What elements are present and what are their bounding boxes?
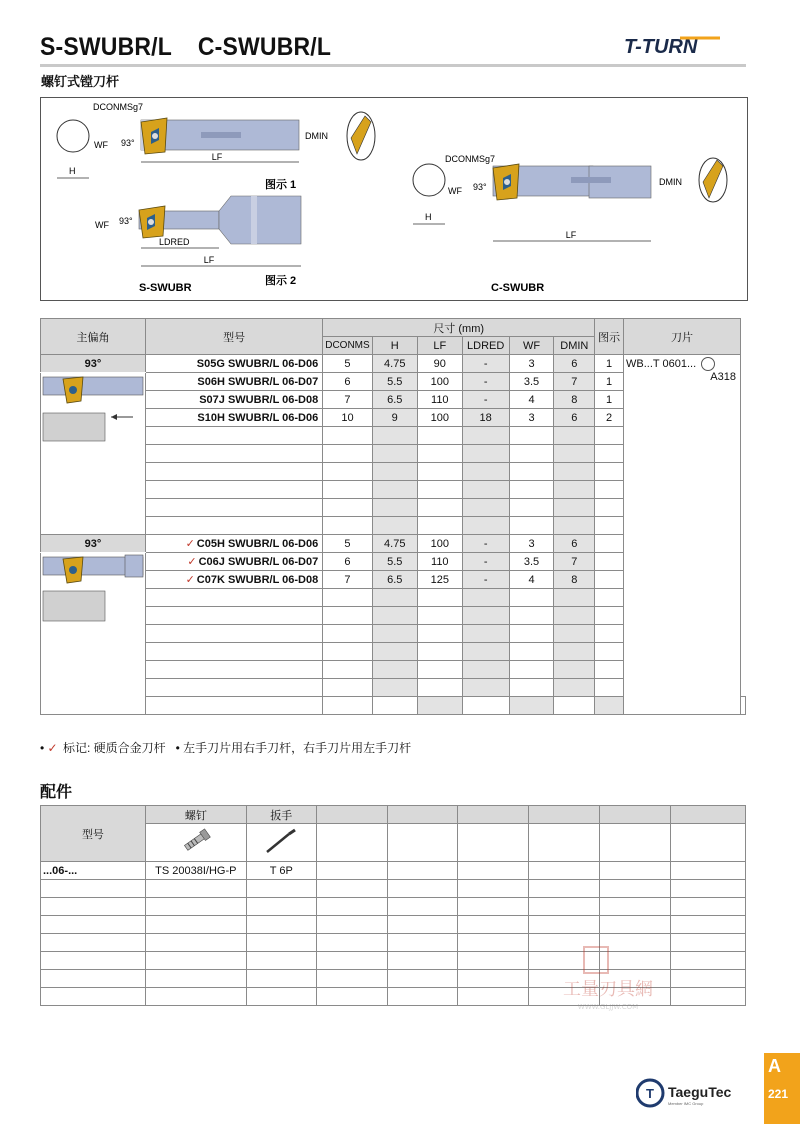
insert-ref-text: A318 bbox=[710, 371, 736, 383]
title-rule bbox=[40, 64, 746, 67]
wf-cell: 3 bbox=[509, 355, 554, 373]
wf-cell: 3 bbox=[509, 409, 554, 427]
col-main-angle: 主偏角 bbox=[41, 319, 146, 355]
dconms-cell: 5 bbox=[323, 355, 372, 373]
acc-col-model: 型号 bbox=[41, 806, 146, 862]
c-swubr-label: C-SWUBR bbox=[491, 282, 545, 294]
col-insert: 刀片 bbox=[624, 319, 741, 355]
empty-row bbox=[41, 916, 746, 934]
wrench-icon bbox=[246, 824, 316, 862]
insert-code[interactable]: WB...T 0601... bbox=[626, 357, 697, 370]
fig1-label: 图示 1 bbox=[265, 179, 297, 191]
boring-bar-illustration-1 bbox=[41, 373, 145, 445]
model-cell bbox=[146, 535, 323, 553]
page-number: 221 bbox=[768, 1087, 789, 1101]
lf-label-2: LF bbox=[203, 255, 215, 265]
model-cell bbox=[146, 571, 323, 589]
dmin-cell: 8 bbox=[554, 571, 595, 589]
dmin-label-2: DMIN bbox=[659, 177, 682, 187]
empty-row bbox=[41, 880, 746, 898]
wf-cell: 3.5 bbox=[509, 373, 554, 391]
lf-cell: 110 bbox=[417, 553, 462, 571]
col-dconms: DCONMS bbox=[323, 337, 372, 355]
h-cell: 5.5 bbox=[372, 553, 417, 571]
col-model: 型号 bbox=[146, 319, 323, 355]
model-text: C07K SWUBR/L 06-D08 bbox=[196, 574, 319, 586]
lf-cell: 100 bbox=[417, 535, 462, 553]
figure-1-drawing bbox=[57, 102, 375, 191]
fig-cell: 2 bbox=[595, 409, 624, 427]
watermark-url: WWW.GLJJW.COM bbox=[577, 1003, 639, 1011]
c-swubr-drawing bbox=[413, 154, 727, 294]
lf-label-1: LF bbox=[211, 152, 223, 162]
acc-wrench-cell: T 6P bbox=[246, 862, 316, 880]
ldred-cell: - bbox=[462, 571, 509, 589]
legend-carbide-text: 标记: 硬质合金刀杆 bbox=[59, 741, 166, 755]
dmin-cell: 6 bbox=[554, 355, 595, 373]
h-cell: 6.5 bbox=[372, 391, 417, 409]
ldred-cell: - bbox=[462, 553, 509, 571]
tool-figure-panel bbox=[40, 97, 748, 301]
dmin-cell: 6 bbox=[554, 535, 595, 553]
insert-cell bbox=[624, 355, 741, 715]
empty-row bbox=[41, 898, 746, 916]
dconms-label-2: DCONMSg7 bbox=[445, 154, 496, 164]
ldred-label: LDRED bbox=[159, 237, 190, 247]
svg-text:T: T bbox=[646, 1086, 654, 1101]
boring-bar-illustration-2 bbox=[41, 553, 145, 625]
wf-label-3: WF bbox=[448, 186, 462, 196]
fig-cell bbox=[595, 535, 624, 553]
h-cell: 5.5 bbox=[372, 373, 417, 391]
t-turn-logo bbox=[620, 32, 748, 60]
lf-cell: 110 bbox=[417, 391, 462, 409]
fig-cell bbox=[595, 553, 624, 571]
col-figure: 图示 bbox=[595, 319, 624, 355]
wf-cell: 4 bbox=[509, 571, 554, 589]
wf-cell: 3 bbox=[509, 535, 554, 553]
angle-cell-1: 93° bbox=[41, 355, 146, 373]
carbide-check-icon: ✓ bbox=[187, 556, 197, 568]
legend-note bbox=[40, 739, 411, 756]
s-swubr-label: S-SWUBR bbox=[139, 282, 192, 294]
dmin-cell: 8 bbox=[554, 391, 595, 409]
h-label-1: H bbox=[69, 166, 76, 176]
accessories-title: 配件 bbox=[40, 784, 73, 801]
acc-row bbox=[41, 862, 746, 880]
tool-drawings bbox=[41, 98, 747, 300]
page-title: S-SWUBR/L C-SWUBR/L bbox=[40, 33, 332, 61]
dconms-cell: 7 bbox=[323, 571, 372, 589]
wf-label-1: WF bbox=[94, 140, 108, 150]
model-cell bbox=[146, 553, 323, 571]
fig-cell: 1 bbox=[595, 391, 624, 409]
wf-cell: 3.5 bbox=[509, 553, 554, 571]
col-dims: 尺寸 (mm) bbox=[323, 319, 595, 337]
legend-bullet: • bbox=[40, 741, 48, 755]
lf-cell: 100 bbox=[417, 373, 462, 391]
table-row bbox=[41, 355, 746, 373]
brand-sub: Member IMC Group bbox=[668, 1101, 704, 1106]
ldred-cell: - bbox=[462, 373, 509, 391]
dconms-cell: 7 bbox=[323, 391, 372, 409]
model-cell: S10H SWUBR/L 06-D06 bbox=[146, 409, 323, 427]
brand-text: T-TURN bbox=[624, 36, 698, 58]
model-cell: S06H SWUBR/L 06-D07 bbox=[146, 373, 323, 391]
h-label-2: H bbox=[425, 212, 432, 222]
model-cell: S07J SWUBR/L 06-D08 bbox=[146, 391, 323, 409]
holder-spec-table bbox=[40, 318, 746, 715]
model-cell: S05G SWUBR/L 06-D06 bbox=[146, 355, 323, 373]
fig-cell: 1 bbox=[595, 373, 624, 391]
dmin-label-1: DMIN bbox=[305, 131, 328, 141]
dconms-label-1: DCONMSg7 bbox=[93, 102, 144, 112]
dconms-cell: 10 bbox=[323, 409, 372, 427]
dconms-cell: 6 bbox=[323, 373, 372, 391]
ldred-cell: 18 bbox=[462, 409, 509, 427]
wf-cell: 4 bbox=[509, 391, 554, 409]
acc-icon-row bbox=[41, 824, 746, 862]
col-ldred: LDRED bbox=[462, 337, 509, 355]
model-text: C06J SWUBR/L 06-D07 bbox=[198, 556, 319, 568]
col-wf: WF bbox=[509, 337, 554, 355]
taegutec-logo bbox=[636, 1078, 754, 1108]
dmin-cell: 7 bbox=[554, 553, 595, 571]
angle-label-3: 93° bbox=[473, 182, 487, 192]
fig-cell bbox=[595, 571, 624, 589]
page-section-letter: A bbox=[768, 1056, 781, 1076]
insert-ref[interactable] bbox=[626, 371, 738, 383]
h-cell: 9 bbox=[372, 409, 417, 427]
fig2-label: 图示 2 bbox=[265, 275, 297, 287]
lf-cell: 90 bbox=[417, 355, 462, 373]
dmin-cell: 6 bbox=[554, 409, 595, 427]
dconms-cell: 5 bbox=[323, 535, 372, 553]
ldred-cell: - bbox=[462, 391, 509, 409]
angle-cell-2: 93° bbox=[41, 535, 146, 553]
acc-col-screw: 螺钉 bbox=[145, 806, 246, 824]
h-cell: 4.75 bbox=[372, 355, 417, 373]
dmin-cell: 7 bbox=[554, 373, 595, 391]
watermark-text: 工量刃具網 bbox=[563, 979, 653, 1000]
angle-label-2: 93° bbox=[119, 216, 133, 226]
dconms-cell: 6 bbox=[323, 553, 372, 571]
insert-magnifier-icon[interactable] bbox=[701, 357, 715, 371]
brand-name: TaeguTec bbox=[668, 1084, 732, 1100]
legend-hand-text: • 左手刀片用右手刀杆，右手刀片用左手刀杆 bbox=[175, 741, 412, 755]
ldred-cell: - bbox=[462, 535, 509, 553]
header-row-1 bbox=[41, 319, 746, 337]
h-cell: 6.5 bbox=[372, 571, 417, 589]
acc-header-row bbox=[41, 806, 746, 824]
acc-model-cell: ...06-... bbox=[41, 862, 146, 880]
acc-col-wrench: 扳手 bbox=[246, 806, 316, 824]
lf-cell: 100 bbox=[417, 409, 462, 427]
col-lf: LF bbox=[417, 337, 462, 355]
acc-screw-cell: TS 20038I/HG-P bbox=[145, 862, 246, 880]
col-dmin: DMIN bbox=[554, 337, 595, 355]
fig-cell: 1 bbox=[595, 355, 624, 373]
ldred-cell: - bbox=[462, 355, 509, 373]
angle-label-1: 93° bbox=[121, 138, 135, 148]
legend-check-icon: ✓ bbox=[47, 741, 58, 755]
model-text: C05H SWUBR/L 06-D06 bbox=[196, 538, 319, 550]
screw-icon bbox=[145, 824, 246, 862]
page-subtitle: 螺钉式镗刀杆 bbox=[41, 74, 120, 89]
wf-label-2: WF bbox=[95, 220, 109, 230]
section2-illustration bbox=[41, 553, 146, 715]
section1-illustration bbox=[41, 373, 146, 535]
watermark-logo bbox=[538, 943, 678, 1013]
carbide-check-icon: ✓ bbox=[185, 574, 195, 586]
figure-2-drawing bbox=[95, 196, 301, 294]
col-h: H bbox=[372, 337, 417, 355]
carbide-check-icon: ✓ bbox=[185, 538, 195, 550]
lf-cell: 125 bbox=[417, 571, 462, 589]
lf-label-3: LF bbox=[565, 230, 577, 240]
h-cell: 4.75 bbox=[372, 535, 417, 553]
